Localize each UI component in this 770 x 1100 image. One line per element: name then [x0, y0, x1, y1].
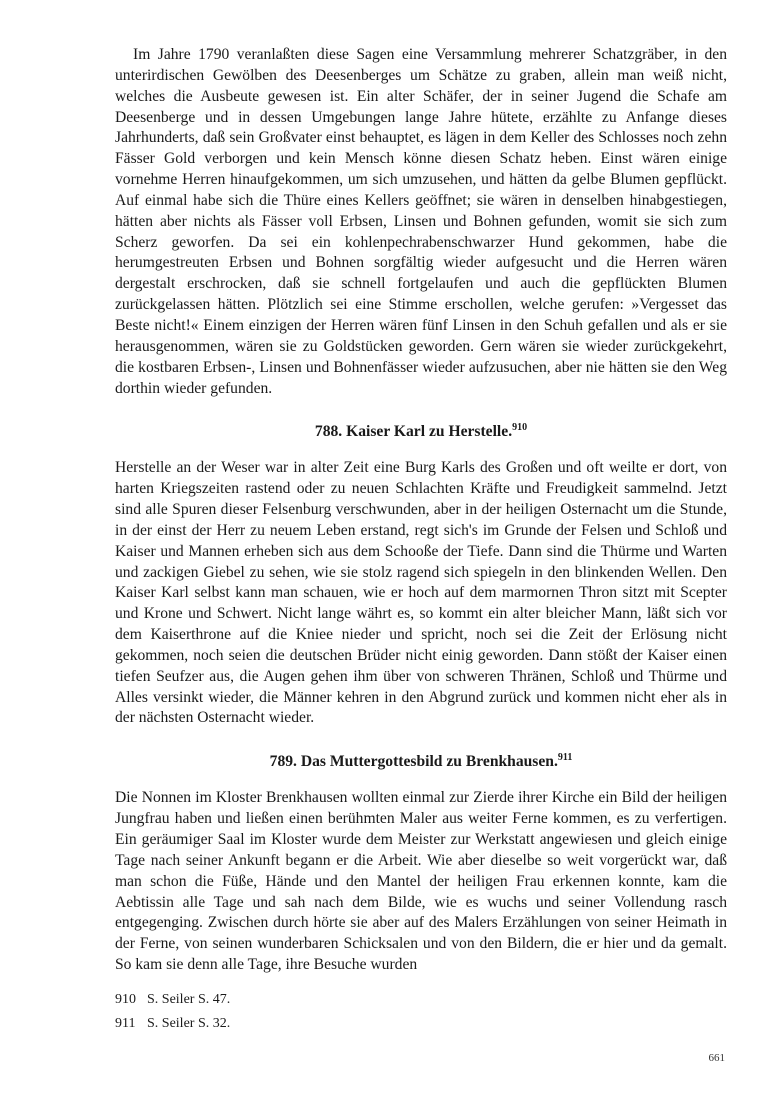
- section-heading-789: [115, 752, 727, 772]
- footnote-text: S. Seiler S. 32.: [147, 1016, 231, 1031]
- paragraph-muttergottesbild: Die Nonnen im Kloster Brenkhausen wollten einmal zur Zierde ihrer Kirche ein Bild der heiligen Jungfrau haben und ließen einen berühmten Maler aus weiter Ferne kommen, es zu verfertigen. Ein geräumiger Saal im Kloster wurde dem Meister zur Werkstatt angewiesen und gleich einige Tage nach seiner Ankunft begann er die Arbeit. Wie aber dieselbe so weit vorgerückt war, daß man schon die Füße, Hände und den Mantel der heiligen Frau erkennen konnte, kam die Aebtissin alle Tage und sah nach dem Bilde, wie es wuchs und seiner Vollendung rasch entgegenging. Zwischen durch hörte sie aber auf des Malers Erzählungen von seiner Heimath in der Ferne, von seinen wunderbaren Schicksalen und von den Bildern, die er hier und da gemalt. So kam sie denn alle Tage, ihre Besuche wurden: [115, 789, 727, 974]
- footnote-ref-910[interactable]: 910: [512, 422, 528, 434]
- paragraph-kaiser-karl: Herstelle an der Weser war in alter Zeit eine Burg Karls des Großen und oft weilte er dort, von harten Kriegszeiten rastend oder zu neuen Schlachten Kräfte und Freudigkeit sammelnd. Jetzt sind alle Spuren dieser Felsenburg verschwunden, aber in der heiligen Osternacht um die Stunde, in der einst der Herr zu neuem Leben erstand, regt sich's im Grunde der Felsen und Schloß und Kaiser und Mannen erheben sich aus dem Schooße der Tiefe. Dann sind die Thürme und Warten und zackigen Giebel zu sehen, wie sie stolz ragend sich spiegeln in den blinkenden Wellen. Den Kaiser Karl selbst kann man schauen, wie er hoch auf dem marmornen Thron sitzt mit Scepter und Krone und Schwert. Nicht lange währt es, so kommt ein alter bleicher Mann, läßt sich vor dem Kaiserthrone auf die Kniee nieder und spricht, noch sei die Zeit der Erlösung nicht gekommen, noch seien die deutschen Brüder nicht einig geworden. Dann stößt der Kaiser einen tiefen Seufzer aus, die Augen gehen ihm über von schweren Thränen, Schloß und Thürme und Alles versinkt wieder, die Männer kehren in den Abgrund zurück und kommen nicht eher als in der nächsten Osternacht wieder.: [115, 459, 727, 727]
- footnote-number: 911: [115, 1016, 136, 1031]
- footnote-text: S. Seiler S. 47.: [147, 992, 231, 1007]
- section-title-788: 788. Kaiser Karl zu Herstelle.: [314, 423, 513, 441]
- footnote-910: [115, 988, 727, 1012]
- footnote-ref-911[interactable]: 911: [557, 752, 573, 764]
- page-number: 661: [708, 1052, 725, 1064]
- section-heading-788: [115, 422, 727, 442]
- section-title-789: 789. Das Muttergottesbild zu Brenkhausen.: [269, 753, 558, 771]
- paragraph-schatzgraeber: Im Jahre 1790 veranlaßten diese Sagen eine Versammlung mehrerer Schatzgräber, in den unterirdischen Gewölben des Deesenberges um Schätze zu graben, allein man weiß nicht, welches die Ausbeute gewesen ist. Ein alter Schäfer, der in seiner Jugend die Schafe am Deesenberge und in dessen Umgebungen lange Jahre hütete, erzählte zu Anfange dieses Jahrhunderts, daß sein Großvater einst behauptet, es lägen in dem Keller des Schlosses noch zehn Fässer Gold verborgen und kein Mensch könne diesen Schatz heben. Einst wären einige vornehme Herren hinaufgekommen, um sich umzusehen, und hätten da gelbe Blumen gepflückt. Auf einmal habe sich die Thüre eines Kellers geöffnet; sie wären in denselben hinabgestiegen, hätten aber nichts als Fässer voll Erbsen, Linsen und Bohnen gefunden, womit sie sich zum Scherz geworfen. Da sei ein kohlenpechrabenschwarzer Hund gekommen, habe die herumgestreuten Erbsen und Bohnen sorgfältig wieder aufgesucht und die Herren wären dergestalt erschrocken, daß sie schnell fortgelaufen und auch die gepflückten Blumen zurückgelassen hätten. Plötzlich sei eine Stimme erschollen, welche gerufen: »Vergesset das Beste nicht!« Einem einzigen der Herren wären fünf Linsen in den Schuh gefallen und als er sie herausgenommen, wären sie zu Goldstücken geworden. Gern wären sie wieder zurückgekehrt, die kostbaren Erbsen-, Linsen und Bohnenfässer wieder aufzusuchen, aber nie hätten sie den Weg dorthin wieder gefunden.: [115, 46, 727, 397]
- page-body: [115, 45, 727, 976]
- footnote-911: [115, 1012, 727, 1036]
- footnotes: [115, 988, 727, 1036]
- footnote-number: 910: [115, 992, 136, 1007]
